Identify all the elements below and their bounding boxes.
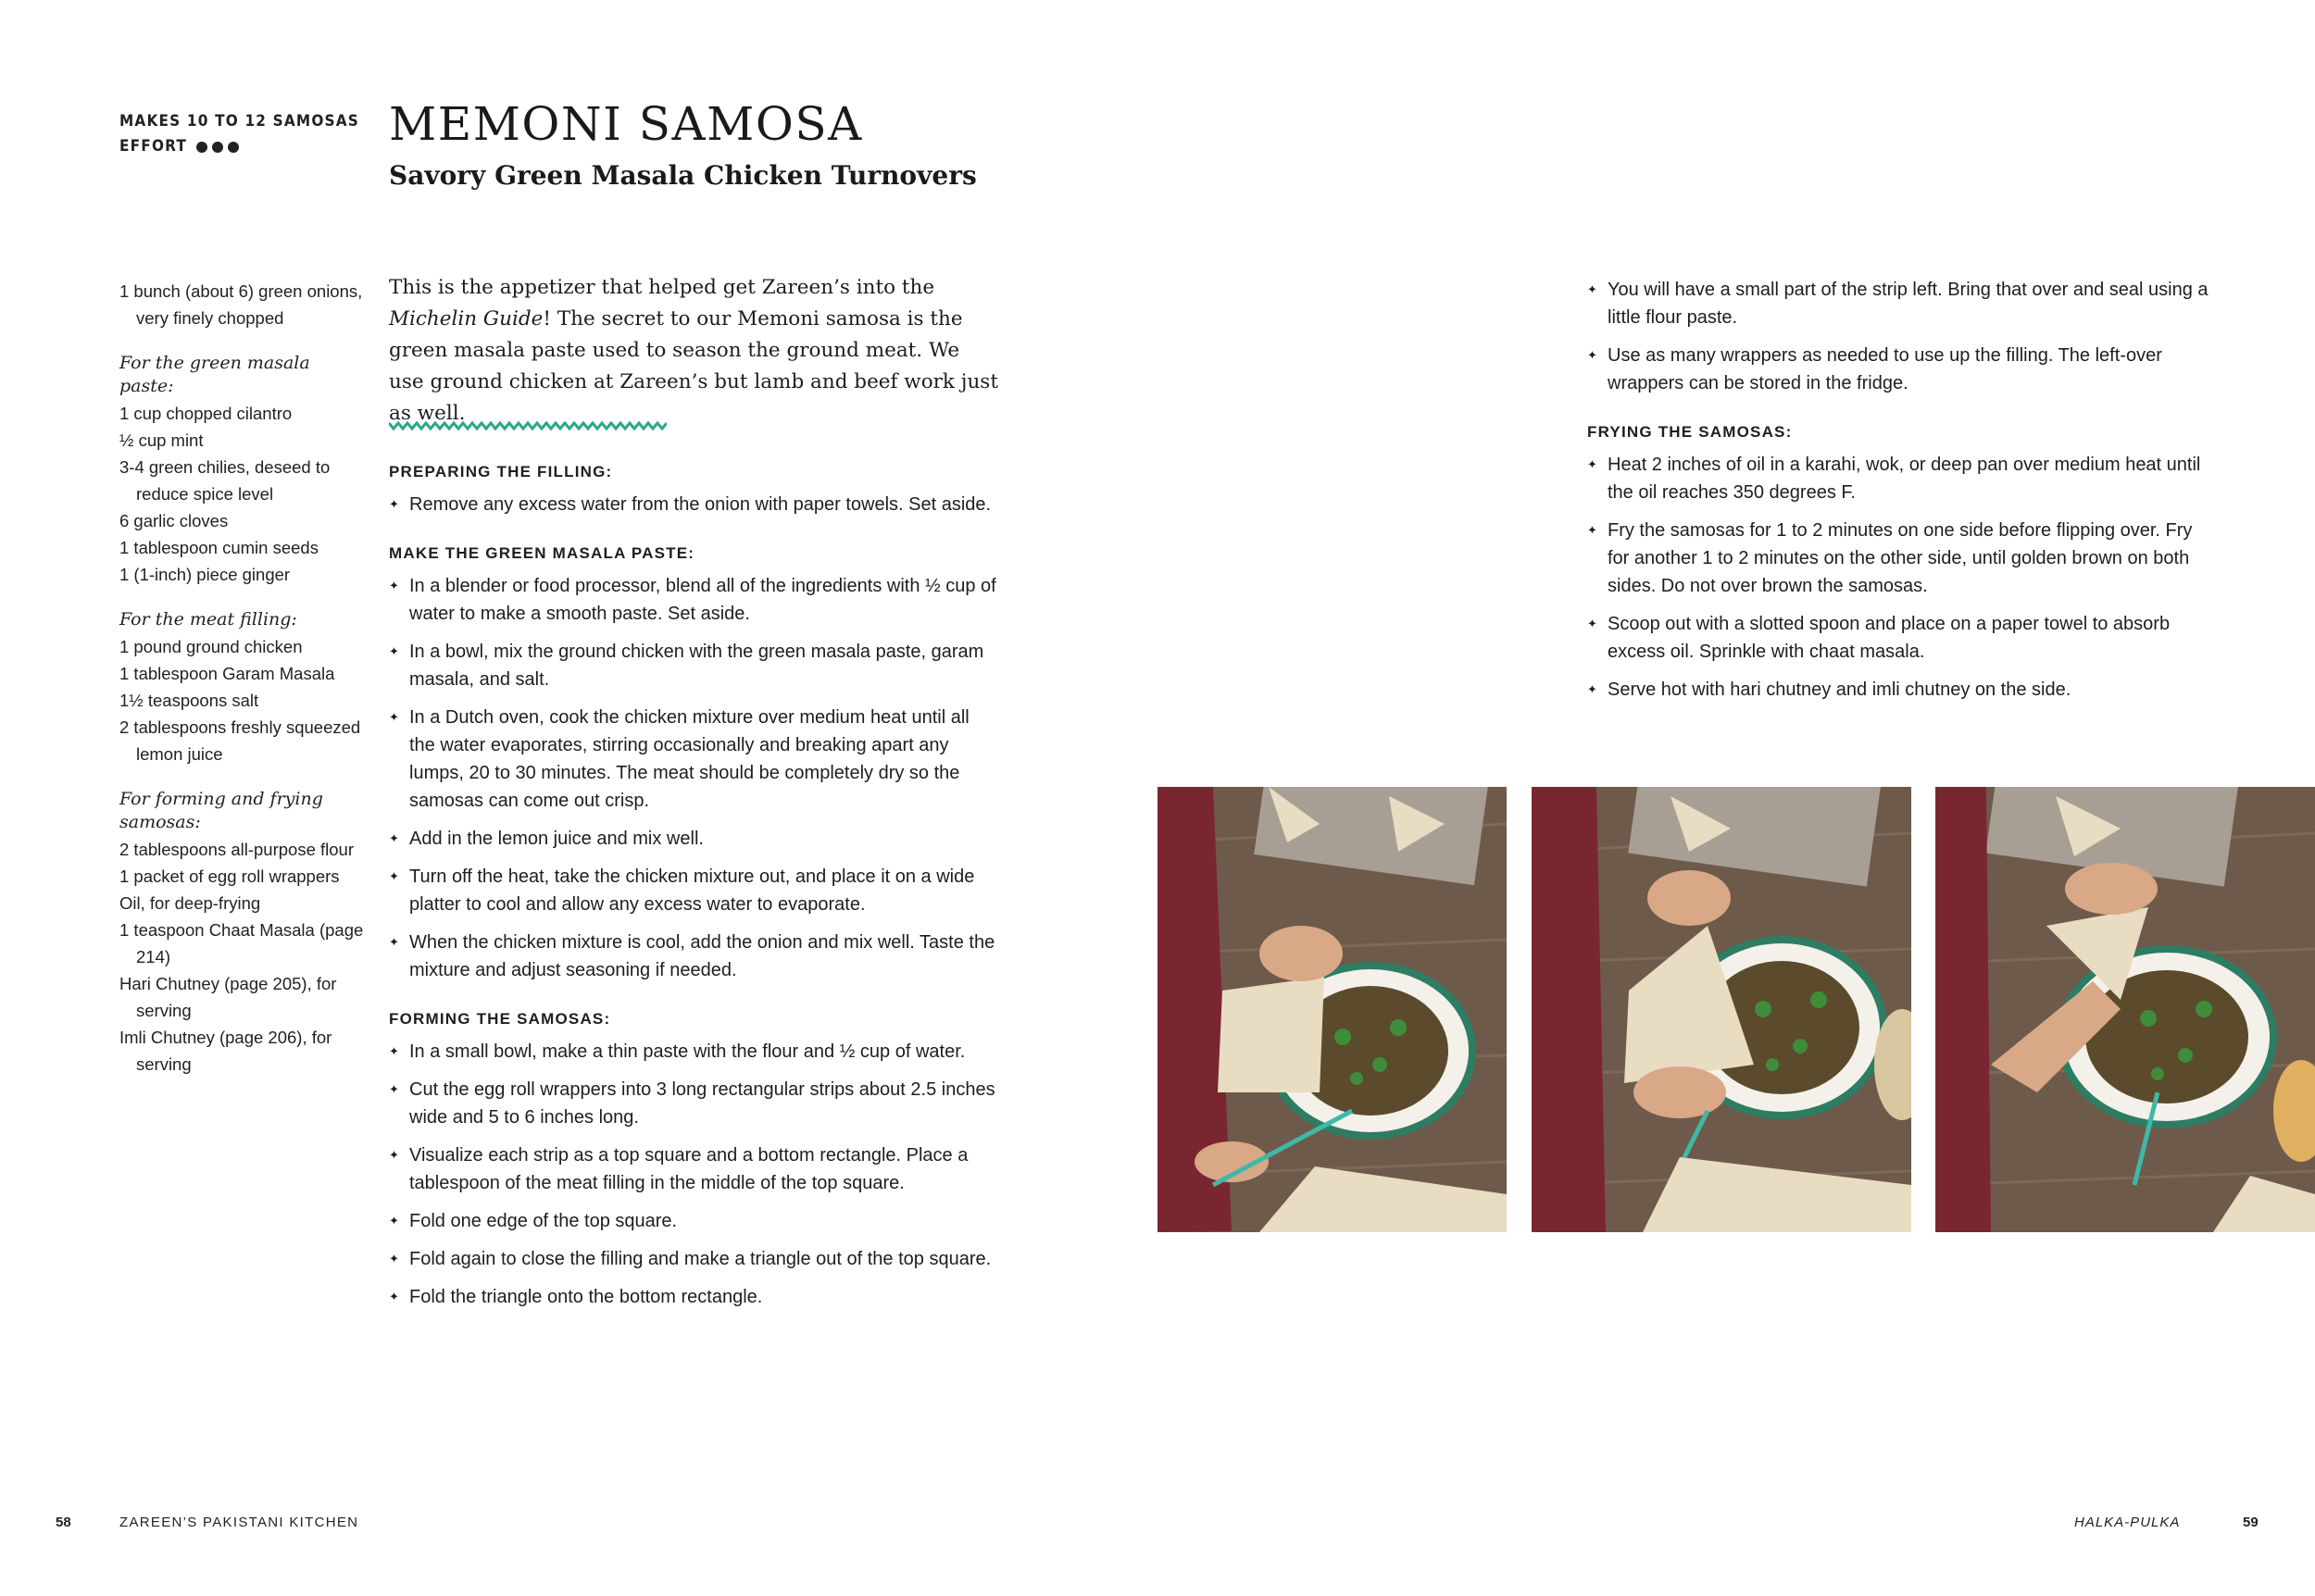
ingredient-item: Hari Chutney (page 205), for serving (119, 974, 337, 1020)
ingredient-group (119, 788, 369, 1078)
section-heading: PREPARING THE FILLING: (389, 463, 613, 480)
ingredient-item: Oil, for deep-frying (119, 893, 261, 913)
step-list (389, 1038, 1000, 1311)
recipe-title: MEMONI SAMOSA (389, 97, 863, 151)
effort-label: EFFORT (119, 137, 188, 156)
step-item: ✦ Scoop out with a slotted spoon and place on a paper towel to absorb excess oil. Sprinkle with chaat masala. (1587, 610, 2217, 666)
step-item: ✦ Visualize each strip as a top square and a bottom rectangle. Place a tablespoon of the meat filling in the middle of the top square. (389, 1141, 1000, 1197)
step-item: ✦ Fold one edge of the top square. (389, 1207, 1000, 1235)
step-item: ✦ You will have a small part of the strip left. Bring that over and seal using a little flour paste. (1587, 276, 2217, 331)
intro-paragraph (389, 272, 1000, 430)
ingredient-item: 1 pound ground chicken (119, 637, 303, 656)
ingredient-item: 2 tablespoons freshly squeezed lemon juice (119, 717, 361, 764)
step-item: ✦ Fry the samosas for 1 to 2 minutes on one side before flipping over. Fry for another 1 to 2 minutes on the other side, until golden brown on both sides. Do not over brown the samosas. (1587, 517, 2217, 600)
step-item: ✦ Serve hot with hari chutney and imli chutney on the side. (1587, 676, 2217, 704)
wave-divider (389, 420, 667, 431)
ingredient-item: ½ cup mint (119, 430, 204, 450)
page-number-right: 59 (2243, 1515, 2259, 1530)
intro-text-2: ! The secret to our Memoni samosa is the green masala paste used to season the ground meat. We use ground chicken at Zareen’s but lamb and beef work just as well. (389, 307, 998, 425)
page-number-left: 58 (56, 1515, 71, 1530)
effort-dot (196, 142, 207, 153)
step-item: ✦ Turn off the heat, take the chicken mixture out, and place it on a wide platter to cool and allow any excess water to evaporate. (389, 863, 1000, 918)
ingredient-item: 1 cup chopped cilantro (119, 404, 293, 423)
recipe-meta (119, 109, 359, 159)
step-list (389, 572, 1000, 984)
ingredient-item: 1 tablespoon Garam Masala (119, 664, 335, 683)
ingredient-group-heading: For the green masala paste: (119, 353, 310, 396)
ingredient-item: 2 tablespoons all-purpose flour (119, 840, 354, 859)
step-item: ✦ Fold the triangle onto the bottom rectangle. (389, 1283, 1000, 1311)
ingredient-item: 1 packet of egg roll wrappers (119, 867, 340, 886)
step-item: ✦ In a small bowl, make a thin paste with the flour and ½ cup of water. (389, 1038, 1000, 1066)
step-item: ✦ Cut the egg roll wrappers into 3 long rectangular strips about 2.5 inches wide and 5 to 6 inches long. (389, 1076, 1000, 1131)
section-heading: FORMING THE SAMOSAS: (389, 1010, 611, 1028)
effort-dots (196, 142, 239, 153)
yield-text: MAKES 10 TO 12 SAMOSAS (119, 112, 360, 131)
photo-step-1 (1158, 787, 1507, 1232)
step-item: ✦ When the chicken mixture is cool, add the onion and mix well. Taste the mixture and adjust seasoning if needed. (389, 929, 1000, 984)
ingredient-group (119, 278, 369, 331)
step-list (1587, 276, 2217, 397)
ingredient-list (119, 278, 369, 1098)
ingredient-item: 3-4 green chilies, deseed to reduce spice level (119, 457, 331, 504)
ingredient-item: 1 teaspoon Chaat Masala (page 214) (119, 920, 364, 966)
effort-dot (212, 142, 223, 153)
ingredient-item: 1 (1-inch) piece ginger (119, 565, 291, 584)
ingredient-group-heading: For the meat filling: (119, 609, 297, 630)
step-item: ✦ Fold again to close the filling and make a triangle out of the top square. (389, 1245, 1000, 1273)
section-heading: FRYING THE SAMOSAS: (1587, 423, 1793, 441)
effort-dot (228, 142, 239, 153)
step-item: ✦ In a bowl, mix the ground chicken with the green masala paste, garam masala, and salt. (389, 638, 1000, 693)
ingredient-item: 1 bunch (about 6) green onions, very finely chopped (119, 281, 363, 328)
ingredient-group-heading: For forming and frying samosas: (119, 789, 323, 832)
intro-italic: Michelin Guide (389, 307, 544, 330)
effort-row (119, 134, 359, 159)
step-item: ✦ Heat 2 inches of oil in a karahi, wok, or deep pan over medium heat until the oil reaches 350 degrees F. (1587, 451, 2217, 506)
recipe-subtitle: Savory Green Masala Chicken Turnovers (389, 160, 977, 191)
section-title: HALKA-PULKA (2074, 1515, 2181, 1530)
section-heading: MAKE THE GREEN MASALA PASTE: (389, 544, 695, 562)
step-item: ✦ Remove any excess water from the onion with paper towels. Set aside. (389, 491, 1000, 518)
ingredient-group (119, 352, 369, 588)
instructions-right (1587, 276, 2217, 728)
instructions-left (389, 461, 1000, 1335)
ingredient-item: 1 tablespoon cumin seeds (119, 538, 319, 557)
photo-step-3 (1935, 787, 2315, 1232)
step-item: ✦ Use as many wrappers as needed to use up the filling. The left-over wrappers can be stored in the fridge. (1587, 342, 2217, 397)
step-item: ✦ Add in the lemon juice and mix well. (389, 825, 1000, 853)
ingredient-item: 6 garlic cloves (119, 511, 229, 530)
step-item: ✦ In a blender or food processor, blend all of the ingredients with ½ cup of water to make a smooth paste. Set aside. (389, 572, 1000, 628)
book-title: ZAREEN’S PAKISTANI KITCHEN (119, 1515, 359, 1530)
intro-text-1: This is the appetizer that helped get Zareen’s into the (389, 276, 935, 299)
ingredient-item: Imli Chutney (page 206), for serving (119, 1028, 332, 1074)
photo-step-2 (1532, 787, 1911, 1232)
ingredient-group (119, 608, 369, 767)
step-item: ✦ In a Dutch oven, cook the chicken mixture over medium heat until all the water evaporates, stirring occasionally and breaking apart any lumps, 20 to 30 minutes. The meat should be completely dry so the samosas can come out crisp. (389, 704, 1000, 815)
step-list (389, 491, 1000, 518)
step-list (1587, 451, 2217, 704)
ingredient-item: 1½ teaspoons salt (119, 691, 259, 710)
